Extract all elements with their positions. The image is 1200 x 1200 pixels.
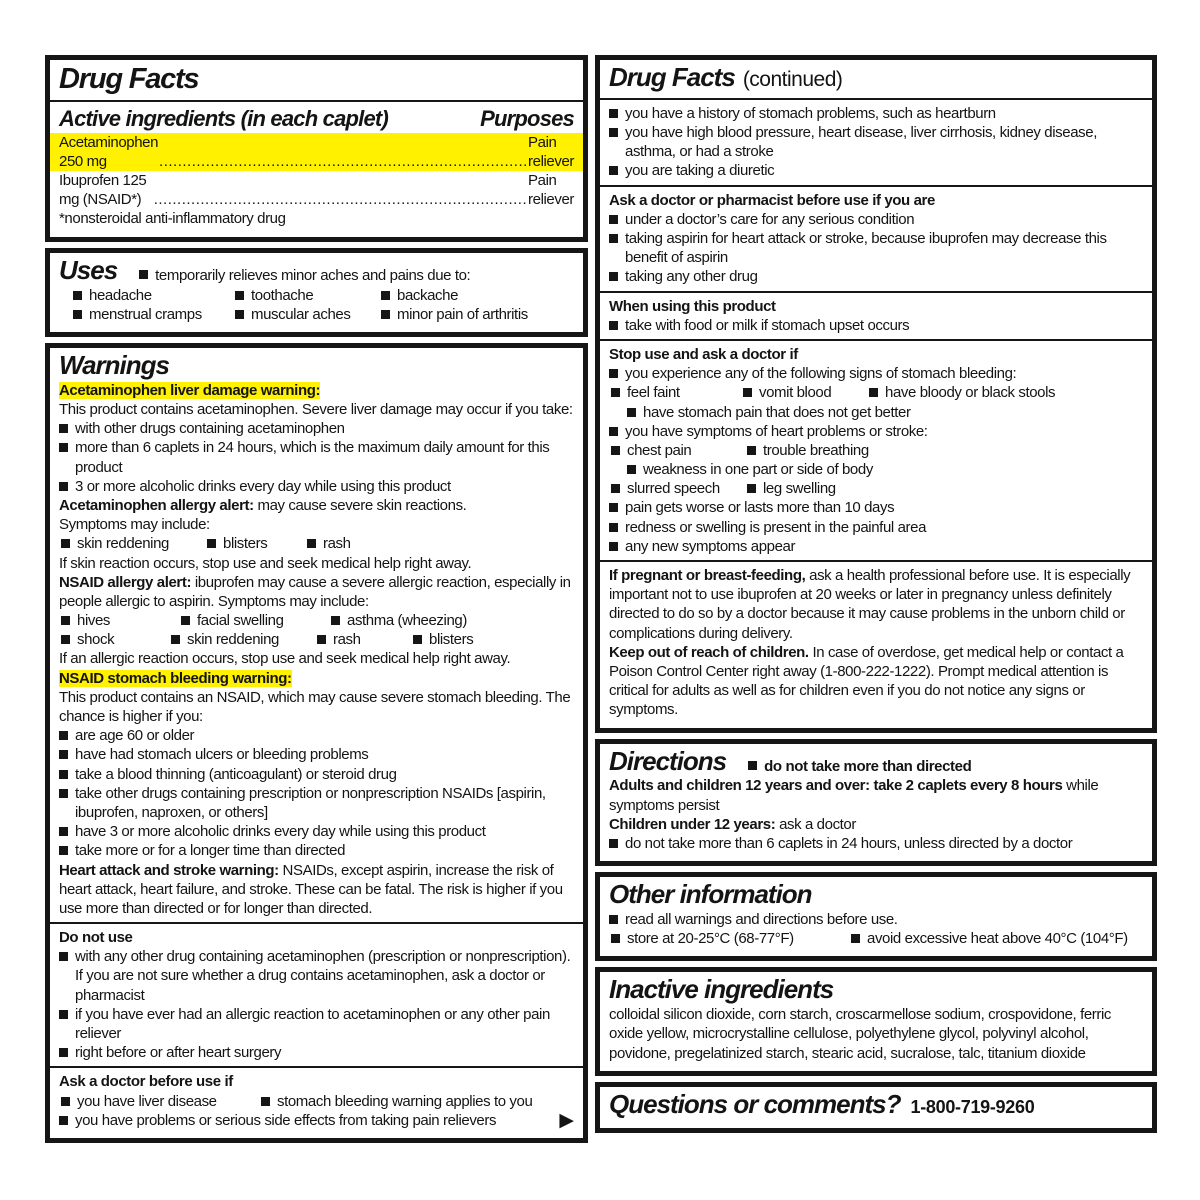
stomach-bleeding-warning-heading: NSAID stomach bleeding warning: <box>59 669 292 687</box>
square-bullet-icon <box>59 482 68 491</box>
storage-row <box>609 929 1143 948</box>
list-item: have had stomach ulcers or bleeding problems <box>59 745 574 764</box>
nsaid-footnote: *nonsteroidal anti-inflammatory drug <box>59 210 286 228</box>
symptoms-lead: Symptoms may include: <box>59 516 210 534</box>
pharmacist-heading: Ask a doctor or pharmacist before use if you are <box>609 191 935 209</box>
square-bullet-icon <box>381 291 390 300</box>
directions-adults: Adults and children 12 years and over: take 2 caplets every 8 hours while symptoms persist <box>609 777 1099 814</box>
square-bullet-icon <box>235 310 244 319</box>
ingredient-name: Ibuprofen 125 mg (NSAID*) <box>59 172 147 209</box>
warnings-panel <box>45 343 588 1143</box>
questions-title: Questions or comments? <box>609 1088 901 1119</box>
uses-row-1 <box>59 286 574 305</box>
list-item: 3 or more alcoholic drinks every day while using this product <box>59 477 574 496</box>
list-item: you have high blood pressure, heart disease, liver cirrhosis, kidney disease, asthma, or had a stroke <box>609 123 1143 161</box>
square-bullet-icon <box>61 539 70 548</box>
ingredient-row-acetaminophen <box>50 133 583 171</box>
heart-attack-warning: Heart attack and stroke warning: NSAIDs, except aspirin, increase the risk of heart attack, heart failure, and stroke. These can be fatal. The risk is higher if you use more than directed or for longer than directed. <box>59 861 563 917</box>
list-item: skin reddening <box>61 534 207 553</box>
square-bullet-icon <box>235 291 244 300</box>
list-item: do not take more than 6 caplets in 24 hours, unless directed by a doctor <box>609 834 1143 853</box>
list-item: have bloody or black stools <box>869 383 1143 402</box>
stop-use-heading: Stop use and ask a doctor if <box>609 345 798 363</box>
divider <box>50 100 583 102</box>
skin-reaction-note: If skin reaction occurs, stop use and seek medical help right away. <box>59 554 472 572</box>
square-bullet-icon <box>851 934 860 943</box>
square-bullet-icon <box>307 539 316 548</box>
square-bullet-icon <box>59 952 68 961</box>
directions-children: Children under 12 years: ask a doctor <box>609 815 856 833</box>
other-information-title: Other information <box>609 879 812 910</box>
continued-suffix: (continued) <box>742 68 843 91</box>
square-bullet-icon <box>59 770 68 779</box>
nsaid-allergy-alert: NSAID allergy alert: ibuprofen may cause a severe allergic reaction, especially in people allergic to aspirin. Symptoms may include: <box>59 573 571 610</box>
list-item: chest pain <box>611 441 747 460</box>
square-bullet-icon <box>609 215 618 224</box>
list-item: headache <box>73 286 235 305</box>
list-item: slurred speech <box>611 479 747 498</box>
square-bullet-icon <box>59 789 68 798</box>
list-item: with any other drug containing acetaminophen (prescription or nonprescription). If you are not sure whether a drug contains acetaminophen, ask a doctor or pharmacist <box>59 947 574 1005</box>
list-item: under a doctor’s care for any serious condition <box>609 210 1143 229</box>
square-bullet-icon <box>59 443 68 452</box>
list-item: skin reddening <box>171 630 317 649</box>
list-item: blisters <box>207 534 307 553</box>
square-bullet-icon <box>59 1010 68 1019</box>
list-item: taking aspirin for heart attack or stroke, because ibuprofen may decrease this benefit of aspirin <box>609 229 1143 267</box>
list-item: weakness in one part or side of body <box>609 460 1143 479</box>
square-bullet-icon <box>627 465 636 474</box>
square-bullet-icon <box>747 446 756 455</box>
directions-panel <box>595 739 1157 867</box>
square-bullet-icon <box>261 1097 270 1106</box>
square-bullet-icon <box>59 731 68 740</box>
drug-facts-title: Drug Facts <box>59 63 199 95</box>
divider <box>600 185 1152 187</box>
list-item: minor pain of arthritis <box>381 305 574 324</box>
questions-phone-number: 1-800-719-9260 <box>910 1096 1035 1117</box>
list-item: you have symptoms of heart problems or stroke: <box>609 422 1143 441</box>
list-item: you have a history of stomach problems, such as heartburn <box>609 104 1143 123</box>
list-item: take more or for a longer time than directed <box>59 841 574 860</box>
square-bullet-icon <box>609 166 618 175</box>
list-item: muscular aches <box>235 305 381 324</box>
square-bullet-icon <box>61 616 70 625</box>
list-item: right before or after heart surgery <box>59 1043 574 1062</box>
square-bullet-icon <box>609 915 618 924</box>
stop-use-sub-row <box>609 383 1143 402</box>
ingredient-purpose: Pain reliever <box>528 133 575 170</box>
uses-lead: temporarily relieves minor aches and pains due to: <box>139 266 470 285</box>
square-bullet-icon <box>73 291 82 300</box>
list-item: more than 6 caplets in 24 hours, which is the maximum daily amount for this product <box>59 438 574 476</box>
active-ingredients-heading: Active ingredients (in each caplet) <box>59 106 388 132</box>
square-bullet-icon <box>317 635 326 644</box>
divider <box>50 922 583 924</box>
square-bullet-icon <box>611 934 620 943</box>
divider <box>600 339 1152 341</box>
right-column <box>595 55 1157 1143</box>
square-bullet-icon <box>609 321 618 330</box>
continued-panel <box>595 55 1157 733</box>
active-ingredients-panel <box>45 55 588 242</box>
list-item: toothache <box>235 286 381 305</box>
list-item: you experience any of the following signs of stomach bleeding: <box>609 364 1143 383</box>
list-item: store at 20-25°C (68-77°F) <box>611 929 851 948</box>
list-item: take other drugs containing prescription or nonprescription NSAIDs [aspirin, ibuprofen, naproxen, or others] <box>59 784 574 822</box>
list-item: you are taking a diuretic <box>609 161 1143 180</box>
drug-facts-continued-title: Drug Facts <box>609 62 735 92</box>
square-bullet-icon <box>59 827 68 836</box>
square-bullet-icon <box>611 446 620 455</box>
square-bullet-icon <box>627 408 636 417</box>
list-item: blisters <box>413 630 574 649</box>
do-not-use-heading: Do not use <box>59 929 133 947</box>
list-item: are age 60 or older <box>59 726 574 745</box>
ask-doctor-heading: Ask a doctor before use if <box>59 1073 233 1091</box>
square-bullet-icon <box>59 1116 68 1125</box>
ask-doctor-row <box>59 1092 574 1111</box>
square-bullet-icon <box>609 128 618 137</box>
divider <box>600 560 1152 562</box>
square-bullet-icon <box>609 523 618 532</box>
square-bullet-icon <box>609 839 618 848</box>
square-bullet-icon <box>61 1097 70 1106</box>
square-bullet-icon <box>413 635 422 644</box>
list-item: have 3 or more alcoholic drinks every day while using this product <box>59 822 574 841</box>
list-item: with other drugs containing acetaminophen <box>59 419 574 438</box>
square-bullet-icon <box>207 539 216 548</box>
square-bullet-icon <box>743 388 752 397</box>
square-bullet-icon <box>869 388 878 397</box>
square-bullet-icon <box>59 1048 68 1057</box>
list-item: stomach bleeding warning applies to you <box>261 1092 574 1111</box>
dot-leader <box>154 190 527 209</box>
list-item: do not take more than directed <box>748 757 971 776</box>
square-bullet-icon <box>611 484 620 493</box>
stop-use-sub-row <box>609 479 1143 498</box>
uses-title: Uses <box>59 254 118 285</box>
list-item: backache <box>381 286 574 305</box>
square-bullet-icon <box>73 310 82 319</box>
list-item: rash <box>317 630 413 649</box>
square-bullet-icon <box>609 272 618 281</box>
when-using-heading: When using this product <box>609 297 776 315</box>
purposes-heading: Purposes <box>480 106 574 132</box>
drug-facts-label <box>45 55 1157 1143</box>
inactive-ingredients-title: Inactive ingredients <box>609 974 834 1005</box>
liver-warning-lead: This product contains acetaminophen. Severe liver damage may occur if you take: <box>59 401 573 419</box>
dot-leader <box>159 152 527 171</box>
square-bullet-icon <box>61 635 70 644</box>
square-bullet-icon <box>609 234 618 243</box>
ingredient-name: Acetaminophen 250 mg <box>59 133 159 170</box>
list-item: you have problems or serious side effects from taking pain relievers <box>59 1111 496 1130</box>
list-item: redness or swelling is present in the painful area <box>609 518 1143 537</box>
square-bullet-icon <box>331 616 340 625</box>
ingredient-row-ibuprofen <box>59 171 574 209</box>
divider <box>50 1066 583 1068</box>
list-item: taking any other drug <box>609 267 1143 286</box>
uses-row-2 <box>59 305 574 324</box>
list-item: shock <box>61 630 171 649</box>
nsaid-symptoms-row-2 <box>59 630 574 649</box>
square-bullet-icon <box>748 761 757 770</box>
list-item: pain gets worse or lasts more than 10 days <box>609 498 1143 517</box>
square-bullet-icon <box>609 503 618 512</box>
inactive-ingredients-list: colloidal silicon dioxide, corn starch, croscarmellose sodium, crospovidone, ferric oxide yellow, microcrystalline cellulose, polyethylene glycol, polyvinyl alcohol, povidone, pregelatinized starch, stearic acid, sucralose, talc, titanium dioxide <box>609 1006 1112 1062</box>
stop-use-sub-row <box>609 441 1143 460</box>
square-bullet-icon <box>59 846 68 855</box>
square-bullet-icon <box>609 369 618 378</box>
square-bullet-icon <box>609 109 618 118</box>
symptoms-row <box>59 534 574 553</box>
uses-panel <box>45 248 588 337</box>
questions-panel <box>595 1082 1157 1133</box>
list-item: leg swelling <box>747 479 1143 498</box>
inactive-ingredients-panel <box>595 967 1157 1075</box>
list-item: facial swelling <box>181 611 331 630</box>
pregnancy-warning: If pregnant or breast-feeding, ask a health professional before use. It is especially important not to use ibuprofen at 20 weeks or later in pregnancy unless definitely directed to do so by a doctor because it may cause problems in the unborn child or complications during delivery. <box>609 567 1131 642</box>
warnings-title: Warnings <box>59 349 169 380</box>
square-bullet-icon <box>747 484 756 493</box>
list-item: if you have ever had an allergic reaction to acetaminophen or any other pain reliever <box>59 1005 574 1043</box>
list-item: asthma (wheezing) <box>331 611 574 630</box>
continue-arrow-icon: ▶ <box>559 1109 574 1131</box>
nsaid-symptoms-row-1 <box>59 611 574 630</box>
square-bullet-icon <box>609 427 618 436</box>
list-item: feel faint <box>611 383 743 402</box>
square-bullet-icon <box>59 424 68 433</box>
list-item: vomit blood <box>743 383 869 402</box>
divider <box>600 98 1152 100</box>
square-bullet-icon <box>381 310 390 319</box>
ask-doctor-last-row <box>59 1111 574 1130</box>
list-item: read all warnings and directions before use. <box>609 910 1143 929</box>
list-item: have stomach pain that does not get better <box>609 403 1143 422</box>
list-item: menstrual cramps <box>73 305 235 324</box>
list-item: you have liver disease <box>61 1092 261 1111</box>
allergy-alert: Acetaminophen allergy alert: may cause severe skin reactions. <box>59 496 467 514</box>
list-item: trouble breathing <box>747 441 1143 460</box>
allergic-reaction-note: If an allergic reaction occurs, stop use and seek medical help right away. <box>59 650 511 668</box>
list-item: hives <box>61 611 181 630</box>
liver-damage-warning-heading: Acetaminophen liver damage warning: <box>59 381 321 399</box>
square-bullet-icon <box>181 616 190 625</box>
list-item: rash <box>307 534 574 553</box>
list-item: take with food or milk if stomach upset occurs <box>609 316 1143 335</box>
keep-out-of-reach-warning: Keep out of reach of children. In case of overdose, get medical help or contact a Poison Control Center right away (1-800-222-1222). Prompt medical attention is critical for adults as well as for children even if you do not notice any signs or symptoms. <box>609 643 1124 719</box>
list-item: take a blood thinning (anticoagulant) or steroid drug <box>59 765 574 784</box>
square-bullet-icon <box>609 542 618 551</box>
list-item: any new symptoms appear <box>609 537 1143 556</box>
left-column <box>45 55 588 1143</box>
square-bullet-icon <box>139 270 148 279</box>
square-bullet-icon <box>611 388 620 397</box>
directions-title: Directions <box>609 745 727 776</box>
square-bullet-icon <box>59 750 68 759</box>
divider <box>600 291 1152 293</box>
ingredient-purpose: Pain reliever <box>528 172 575 209</box>
bleeding-warning-lead: This product contains an NSAID, which may cause severe stomach bleeding. The chance is higher if you: <box>59 688 571 726</box>
square-bullet-icon <box>171 635 180 644</box>
other-information-panel <box>595 872 1157 961</box>
list-item: avoid excessive heat above 40°C (104°F) <box>851 929 1143 948</box>
